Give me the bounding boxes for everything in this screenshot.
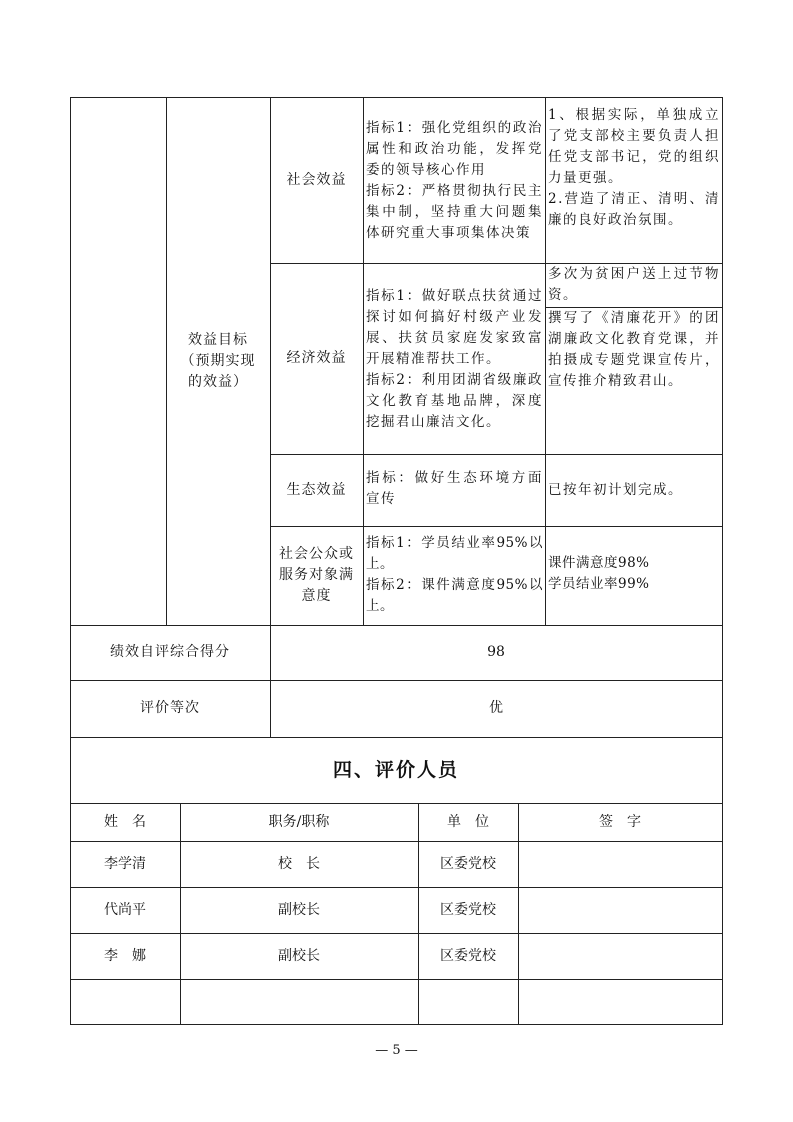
evaluator-unit: 区委党校 bbox=[440, 901, 496, 918]
evaluator-signature bbox=[518, 979, 722, 1024]
evaluators-header-title: 职务/职称 bbox=[268, 813, 330, 830]
result-economic-a: 多次为贫困户送上过节物资。 bbox=[548, 266, 720, 303]
evaluator-unit bbox=[418, 979, 518, 1024]
evaluator-name bbox=[70, 979, 180, 1024]
grade-label: 评价等次 bbox=[140, 700, 200, 716]
evaluator-name: 代尚平 bbox=[104, 901, 146, 918]
indicator-economic: 指标1：做好联点扶贫通过探讨如何搞好村级产业发展、扶贫员家庭发家致富开展精准帮扶工作。 指标2：利用团湖省级廉政文化教育基地品牌，深度挖掘君山廉洁文化。 bbox=[366, 288, 543, 430]
benefit-category-label: 效益目标（预期实现的效益） bbox=[180, 331, 256, 390]
evaluator-signature bbox=[518, 841, 722, 887]
score-value: 98 bbox=[487, 644, 505, 660]
evaluators-section-title: 四、评价人员 bbox=[332, 758, 459, 781]
page-number: — 5 — bbox=[375, 1043, 418, 1058]
indicator-ecological: 指标：做好生态环境方面宣传 bbox=[366, 470, 543, 507]
result-economic-b: 撰写了《清廉花开》的团湖廉政文化教育党课，并拍摄成专题党课宣传片，宣传推介精致君山。 bbox=[548, 310, 720, 389]
evaluators-header-unit: 单 位 bbox=[447, 813, 489, 830]
evaluator-signature bbox=[518, 887, 722, 933]
evaluators-header-name: 姓 名 bbox=[104, 813, 146, 830]
result-satisfaction: 课件满意度98% 学员结业率99% bbox=[548, 555, 650, 592]
evaluators-header-signature: 签 字 bbox=[599, 813, 641, 830]
indicator-social: 指标1：强化党组织的政治属性和政治功能，发挥党委的领导核心作用 指标2：严格贯彻执行民主集中制，坚持重大问题集体研究重大事项集体决策 bbox=[366, 120, 543, 241]
benefit-type-satisfaction: 社会公众或服务对象满意度 bbox=[279, 546, 354, 604]
column-divider bbox=[545, 97, 546, 625]
benefit-type-social: 社会效益 bbox=[286, 171, 347, 188]
evaluator-unit: 区委党校 bbox=[440, 855, 496, 872]
evaluator-position: 副校长 bbox=[278, 901, 320, 918]
result-social: 1、根据实际，单独成立了党支部校主要负责人担任党支部书记，党的组织力量更强。 2.营造了清正、清明、清廉的良好政治氛围。 bbox=[548, 107, 720, 228]
benefit-type-economic: 经济效益 bbox=[286, 350, 347, 366]
evaluator-position: 校 长 bbox=[278, 855, 320, 872]
evaluator-unit: 区委党校 bbox=[440, 947, 496, 964]
indicator-satisfaction: 指标1：学员结业率95%以上。 指标2：课件满意度95%以上。 bbox=[366, 535, 543, 614]
evaluator-name: 李 娜 bbox=[104, 947, 146, 964]
evaluator-name: 李学清 bbox=[104, 855, 146, 872]
evaluator-signature bbox=[518, 933, 722, 979]
benefit-type-ecological: 生态效益 bbox=[286, 481, 347, 498]
evaluator-position: 副校长 bbox=[278, 947, 320, 964]
result-ecological: 已按年初计划完成。 bbox=[548, 482, 683, 498]
table-border-right bbox=[722, 97, 723, 1024]
score-label: 绩效自评综合得分 bbox=[110, 644, 230, 660]
table-border-bottom bbox=[70, 1024, 723, 1025]
evaluator-position bbox=[180, 979, 418, 1024]
column-divider bbox=[363, 97, 364, 625]
grade-value: 优 bbox=[489, 700, 503, 716]
